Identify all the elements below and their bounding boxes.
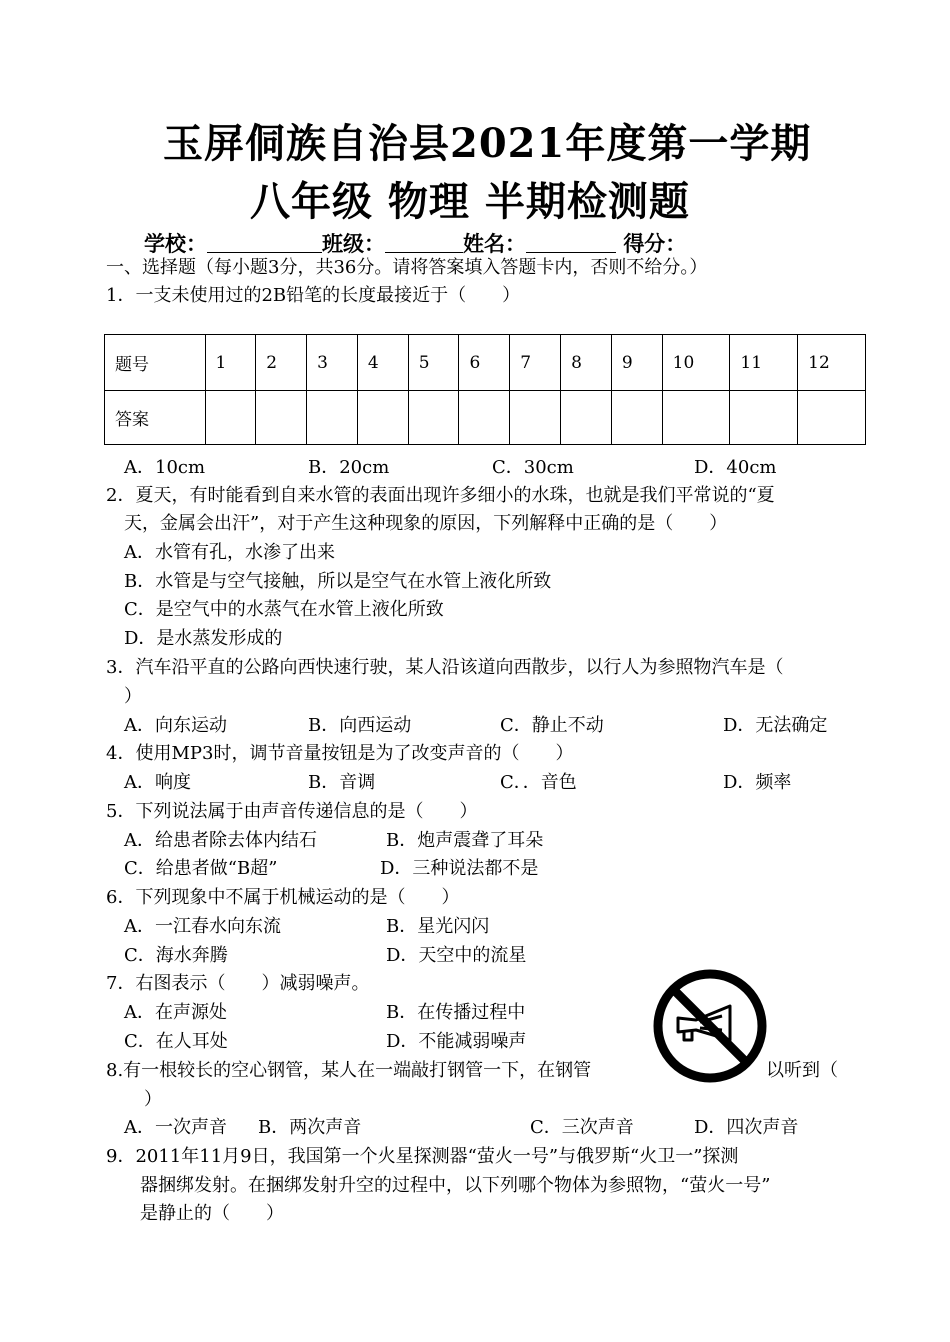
question-number-cell: 11 bbox=[730, 335, 798, 391]
q4-option-b: B．音调 bbox=[308, 772, 376, 793]
q1-option-c: C．30cm bbox=[492, 457, 574, 478]
answer-cell[interactable] bbox=[798, 391, 866, 445]
q5-stem: 5．下列说法属于由声音传递信息的是（ ） bbox=[106, 801, 478, 822]
q2-stem-line2: 天，金属会出汗”，对于产生这种现象的原因，下列解释中正确的是（ ） bbox=[124, 513, 728, 534]
q5-option-b: B．炮声震聋了耳朵 bbox=[386, 830, 544, 851]
question-number-cell: 5 bbox=[408, 335, 459, 391]
q3-stem-line1: 3．汽车沿平直的公路向西快速行驶，某人沿该道向西散步，以行人为参照物汽车是（ bbox=[106, 657, 784, 678]
answer-cell[interactable] bbox=[408, 391, 459, 445]
question-number-cell: 4 bbox=[357, 335, 408, 391]
q6-option-a: A．一江春水向东流 bbox=[124, 916, 281, 937]
q4-stem: 4．使用MP3时，调节音量按钮是为了改变声音的（ ） bbox=[106, 743, 574, 764]
q3-stem-line2: ） bbox=[124, 686, 142, 707]
q7-option-d: D．不能减弱噪声 bbox=[386, 1031, 527, 1052]
q4-option-a: A．响度 bbox=[124, 772, 191, 793]
answer-sheet-table bbox=[104, 334, 866, 445]
table-header-cell: 答案 bbox=[105, 391, 206, 445]
answer-cell[interactable] bbox=[730, 391, 798, 445]
question-number-cell: 3 bbox=[307, 335, 358, 391]
student-info-line bbox=[144, 228, 686, 258]
q3-option-b: B．向西运动 bbox=[308, 715, 412, 736]
table-header-cell: 题号 bbox=[105, 335, 206, 391]
q4-option-c: C．．音色 bbox=[500, 772, 577, 793]
q7-option-c: C．在人耳处 bbox=[124, 1031, 228, 1052]
q9-stem-line2: 器捆绑发射。在捆绑发射升空的过程中，以下列哪个物体为参照物，“萤火一号” bbox=[140, 1175, 771, 1196]
q4-option-d: D．频率 bbox=[723, 772, 792, 793]
table-row bbox=[105, 391, 866, 445]
q8-option-b: B．两次声音 bbox=[258, 1117, 362, 1138]
answer-cell[interactable] bbox=[307, 391, 358, 445]
q8-option-c: C．三次声音 bbox=[530, 1117, 634, 1138]
answer-cell[interactable] bbox=[256, 391, 307, 445]
no-horn-sign-icon bbox=[652, 968, 768, 1084]
q3-option-d: D．无法确定 bbox=[723, 715, 828, 736]
q1-option-d: D．40cm bbox=[694, 457, 777, 478]
score-label: 得分： bbox=[623, 231, 687, 256]
name-label: 姓名： bbox=[463, 231, 526, 256]
answer-cell[interactable] bbox=[510, 391, 561, 445]
q2-option-d: D．是水蒸发形成的 bbox=[124, 628, 283, 649]
answer-cell[interactable] bbox=[561, 391, 612, 445]
answer-cell[interactable] bbox=[205, 391, 256, 445]
question-number-cell: 1 bbox=[205, 335, 256, 391]
q9-stem-line3: 是静止的（ ） bbox=[140, 1203, 284, 1224]
q2-stem-line1: 2．夏天，有时能看到自来水管的表面出现许多细小的水珠，也就是我们平常说的“夏 bbox=[106, 485, 775, 506]
q7-option-b: B．在传播过程中 bbox=[386, 1002, 526, 1023]
table-row bbox=[105, 335, 866, 391]
q8-stem-line1b: 以听到（ bbox=[766, 1060, 838, 1081]
q2-option-a: A．水管有孔，水渗了出来 bbox=[124, 542, 335, 563]
q6-stem: 6．下列现象中不属于机械运动的是（ ） bbox=[106, 887, 460, 908]
question-number-cell: 7 bbox=[510, 335, 561, 391]
q9-stem-line1: 9．2011年11月9日，我国第一个火星探测器“萤火一号”与俄罗斯“火卫一”探测 bbox=[106, 1146, 739, 1167]
q8-option-a: A．一次声音 bbox=[124, 1117, 227, 1138]
q3-option-a: A．向东运动 bbox=[124, 715, 227, 736]
q7-option-a: A．在声源处 bbox=[124, 1002, 227, 1023]
question-number-cell: 10 bbox=[662, 335, 730, 391]
answer-cell[interactable] bbox=[611, 391, 662, 445]
q7-stem: 7．右图表示（ ）减弱噪声。 bbox=[106, 973, 370, 994]
q1-option-a: A．10cm bbox=[124, 457, 206, 478]
page-title: 玉屏侗族自治县2021年度第一学期 bbox=[163, 120, 812, 167]
class-blank[interactable] bbox=[385, 232, 463, 253]
q2-option-b: B．水管是与空气接触，所以是空气在水管上液化所致 bbox=[124, 571, 552, 592]
q8-stem-line2: ） bbox=[144, 1089, 162, 1110]
q3-option-c: C．静止不动 bbox=[500, 715, 604, 736]
q8-option-d: D．四次声音 bbox=[694, 1117, 799, 1138]
answer-cell[interactable] bbox=[357, 391, 408, 445]
answer-cell[interactable] bbox=[459, 391, 510, 445]
q5-option-a: A．给患者除去体内结石 bbox=[124, 830, 317, 851]
q6-option-c: C．海水奔腾 bbox=[124, 945, 228, 966]
answer-cell[interactable] bbox=[662, 391, 730, 445]
question-number-cell: 2 bbox=[256, 335, 307, 391]
question-number-cell: 8 bbox=[561, 335, 612, 391]
q5-option-c: C．给患者做“B超” bbox=[124, 858, 278, 879]
q6-option-d: D．天空中的流星 bbox=[386, 945, 527, 966]
q1-option-b: B．20cm bbox=[308, 457, 390, 478]
section-heading: 一、选择题（每小题3分，共36分。请将答案填入答题卡内，否则不给分。） bbox=[106, 257, 708, 278]
question-number-cell: 6 bbox=[459, 335, 510, 391]
q1-stem: 1．一支未使用过的2B铅笔的长度最接近于（ ） bbox=[106, 285, 521, 306]
school-blank[interactable] bbox=[207, 232, 322, 253]
q6-option-b: B．星光闪闪 bbox=[386, 916, 490, 937]
q2-option-c: C．是空气中的水蒸气在水管上液化所致 bbox=[124, 599, 444, 620]
question-number-cell: 9 bbox=[611, 335, 662, 391]
name-blank[interactable] bbox=[526, 232, 616, 253]
class-label: 班级： bbox=[322, 231, 385, 256]
q5-option-d: D．三种说法都不是 bbox=[380, 858, 539, 879]
page-subtitle: 八年级 物理 半期检测题 bbox=[250, 178, 690, 225]
q8-stem-line1a: 8.有一根较长的空心钢管，某人在一端敲打钢管一下，在钢管 bbox=[106, 1060, 592, 1081]
question-number-cell: 12 bbox=[798, 335, 866, 391]
school-label: 学校： bbox=[144, 231, 207, 256]
